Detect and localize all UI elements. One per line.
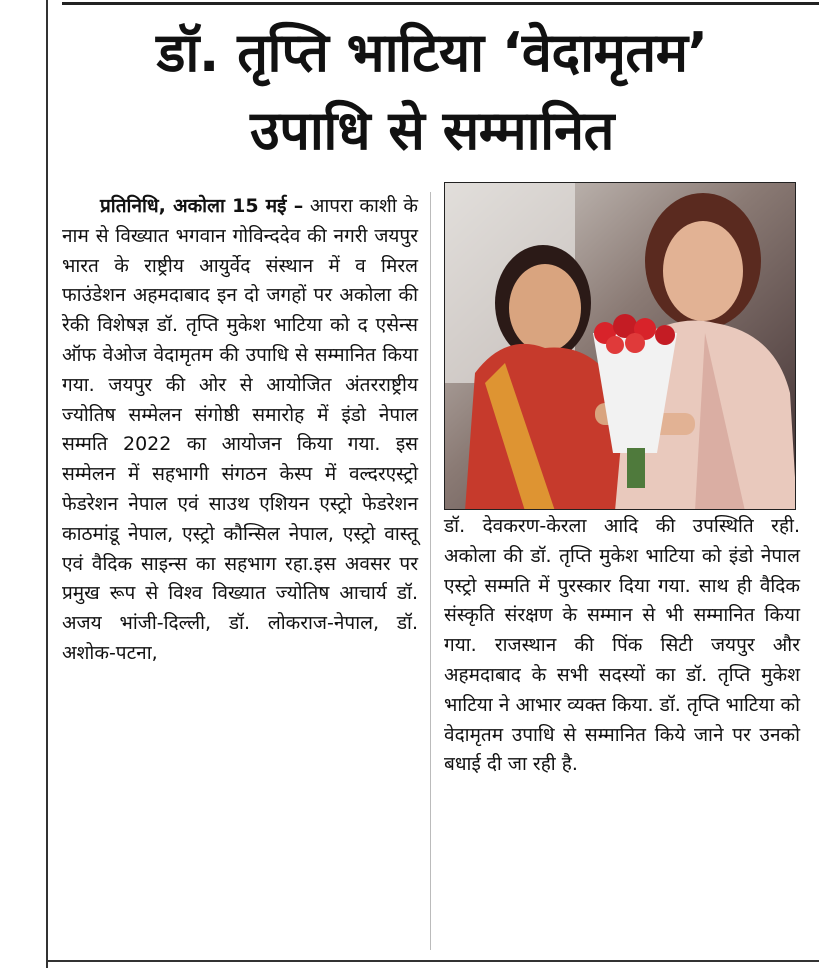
- photo-illustration: [445, 183, 796, 510]
- top-rule: [62, 2, 819, 5]
- article-column-right: [444, 512, 800, 780]
- dateline: प्रतिनिधि, अकोला 15 मई –: [100, 195, 304, 217]
- right-column-text: डॉ. देवकरण-केरला आदि की उपस्थिति रही. अकोला की डॉ. तृप्ति मुकेश भाटिया को इंडो नेपाल एस्ट्रो सम्मति में पुरस्कार दिया गया. साथ ही वैदिक संस्कृति संरक्षण के सम्मान से भी सम्मानित किया गया. राजस्थान की पिंक सिटी जयपुर और अहमदाबाद के सभी सदस्यों का डॉ. तृप्ति मुकेश भाटिया ने आभार व्यक्त किया. डॉ. तृप्ति भाटिया को वेदामृतम उपाधि से सम्मानित किये जाने पर उनको बधाई दी जा रही है.: [444, 515, 800, 776]
- headline-line-1: डॉ. तृप्ति भाटिया ‘वेदामृतम’: [156, 21, 708, 84]
- headline-line-2: उपाधि से सम्मानित: [250, 99, 614, 162]
- left-margin-rule: [46, 0, 48, 968]
- left-column-text: आपरा काशी के नाम से विख्यात भगवान गोविन्ददेव की नगरी जयपुर भारत के राष्ट्रीय आयुर्वेद संस्थान में व मिरल फाउंडेशन अहमदाबाद इन दो जगहों पर अकोला की रेकी विशेषज्ञ डॉ. तृप्ति मुकेश भाटिया को द एसेन्स ऑफ वेओज वेदामृतम की उपाधि से सम्मानित किया गया. जयपुर की ओर से आयोजित अंतरराष्ट्रीय ज्योतिष सम्मेलन संगोष्ठी समारोह में इंडो नेपाल सम्मति 2022 का आयोजन किया गया. इस सम्मेलन में सहभागी संगठन केस्प में वल्दरएस्ट्रो फेडरेशन नेपाल एवं साउथ एशियन एस्ट्रो फेडरेशन काठमांडू नेपाल, एस्ट्रो कौन्सिल नेपाल, एस्ट्रो वास्तू एवं वैदिक साइन्स का सहभाग रहा.इस अवसर पर प्रमुख रूप से विश्व विख्यात ज्योतिष आचार्य डॉ. अजय भांजी-दिल्ली, डॉ. लोकराज-नेपाल, डॉ. अशोक-पटना,: [62, 195, 418, 664]
- column-divider: [430, 192, 431, 950]
- article-column-left: [62, 192, 418, 669]
- headline: [62, 14, 802, 170]
- award-ceremony-photo: [444, 182, 796, 510]
- bottom-rule: [46, 960, 819, 962]
